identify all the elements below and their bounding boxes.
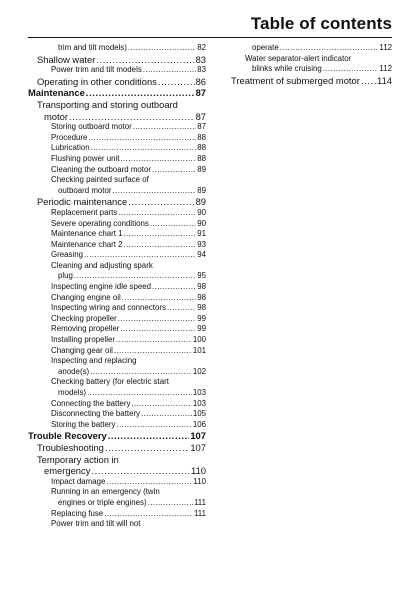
toc-entry[interactable]	[28, 509, 206, 520]
toc-entry-page: 86	[195, 75, 206, 87]
toc-entry[interactable]	[28, 261, 206, 272]
dot-leader	[69, 111, 195, 123]
toc-entry[interactable]	[28, 377, 206, 388]
toc-entry[interactable]	[28, 219, 206, 230]
dot-leader	[133, 122, 197, 133]
toc-entry[interactable]	[28, 143, 206, 154]
dot-leader	[124, 240, 197, 251]
toc-entry-title: plug	[58, 271, 73, 281]
toc-entry-page: 88	[197, 143, 206, 153]
dot-leader	[323, 64, 379, 75]
toc-entry[interactable]	[28, 250, 206, 261]
toc-entry[interactable]	[28, 454, 206, 466]
toc-entry-title: Trouble Recovery	[28, 430, 107, 442]
toc-entry[interactable]	[28, 186, 206, 197]
toc-entry[interactable]	[28, 498, 206, 509]
toc-entry-title: anode(s)	[58, 366, 90, 376]
toc-entry[interactable]	[28, 87, 206, 99]
dot-leader	[87, 388, 192, 399]
dot-leader	[90, 367, 192, 378]
toc-entry[interactable]	[28, 420, 206, 431]
toc-entry-page: 87	[195, 110, 206, 122]
dot-leader	[128, 43, 196, 54]
toc-entry[interactable]	[28, 324, 206, 335]
dot-leader	[116, 420, 191, 431]
toc-entry[interactable]	[28, 293, 206, 304]
toc-entry-page: 93	[197, 239, 206, 249]
toc-entry[interactable]	[28, 271, 206, 282]
toc-entry-page: 106	[192, 419, 206, 429]
toc-entry-title: emergency	[44, 465, 91, 477]
toc-entry-page: 100	[192, 335, 206, 345]
dot-leader	[91, 465, 190, 477]
dot-leader	[96, 54, 194, 66]
toc-entry-title: Maintenance chart 2	[51, 239, 123, 249]
toc-entry[interactable]	[28, 388, 206, 399]
toc-entry-title: Troubleshooting	[37, 441, 104, 453]
dot-leader	[141, 409, 192, 420]
toc-entry-page: 83	[195, 53, 206, 65]
dot-leader	[113, 186, 197, 197]
toc-entry-title: Severe operating conditions	[51, 218, 149, 228]
toc-entry[interactable]	[28, 122, 206, 133]
toc-entry-title: Inspecting wiring and connectors	[51, 303, 166, 313]
toc-entry-title: trim and tilt models)	[58, 43, 127, 52]
toc-entry-page: 111	[194, 508, 206, 518]
dot-leader	[116, 335, 192, 346]
toc-entry-title: Checking propeller	[51, 313, 117, 323]
dot-leader	[122, 293, 196, 304]
toc-entry[interactable]	[28, 54, 206, 66]
toc-entry[interactable]	[28, 208, 206, 219]
toc-entry-page: 95	[197, 271, 206, 281]
toc-entry-page: 90	[197, 218, 206, 228]
toc-entry[interactable]	[28, 465, 206, 477]
toc-entry[interactable]	[28, 430, 206, 442]
toc-entry-title: Temporary action in	[37, 453, 119, 465]
toc-entry-page: 94	[197, 250, 206, 260]
dot-leader	[158, 76, 195, 88]
toc-entry[interactable]	[28, 99, 206, 111]
toc-entry[interactable]	[222, 75, 392, 87]
toc-entry-title: Cleaning the outboard motor	[51, 164, 152, 174]
dot-leader	[124, 229, 197, 240]
toc-entry-page: 98	[197, 282, 206, 292]
toc-entry-page: 103	[192, 388, 206, 397]
toc-entry-page: 89	[197, 164, 206, 174]
toc-entry-page: 90	[197, 207, 206, 217]
toc-entry-title: Checking battery (for electric start	[51, 377, 169, 387]
toc-entry[interactable]	[28, 303, 206, 314]
toc-entry[interactable]	[28, 346, 206, 357]
toc-entry-page: 83	[197, 65, 206, 75]
toc-entry-page: 103	[192, 398, 206, 408]
dot-leader	[361, 75, 376, 87]
toc-entry-title: Impact damage	[51, 476, 106, 486]
toc-entry[interactable]	[28, 240, 206, 251]
toc-entry[interactable]	[28, 196, 206, 208]
toc-entry[interactable]	[28, 356, 206, 367]
toc-entry[interactable]	[28, 399, 206, 410]
toc-entry[interactable]	[28, 175, 206, 186]
toc-entry-page: 87	[195, 87, 206, 99]
toc-entry-title: Water separator-alert indicator	[245, 53, 352, 63]
toc-entry-page: 107	[190, 441, 206, 453]
toc-entry[interactable]	[28, 111, 206, 123]
toc-entry-title: Running in an emergency (twin	[51, 487, 160, 497]
toc-entry-title: Periodic maintenance	[37, 196, 128, 208]
toc-entry-page: 88	[197, 132, 206, 142]
toc-entry-page: 102	[192, 366, 206, 376]
toc-entry-title: Inspecting engine idle speed	[51, 282, 152, 292]
toc-entry-page: 89	[195, 196, 206, 208]
toc-entry-title: Changing engine oil	[51, 292, 121, 302]
toc-entry[interactable]	[28, 442, 206, 454]
toc-entry-page: 99	[197, 324, 206, 334]
toc-entry[interactable]	[222, 43, 392, 54]
toc-entry-title: Cleaning and adjusting spark	[51, 260, 153, 270]
dot-leader	[91, 143, 197, 154]
toc-entry-title: Treatment of submerged motor	[231, 74, 360, 86]
toc-entry-title: Maintenance	[28, 87, 85, 99]
dot-leader	[84, 250, 196, 261]
toc-entry-page: 98	[197, 303, 206, 313]
toc-entry[interactable]	[28, 487, 206, 498]
toc-entry-page: 101	[192, 345, 206, 355]
dot-leader	[108, 430, 190, 442]
toc-entry[interactable]	[28, 229, 206, 240]
toc-entry-title: Removing propeller	[51, 324, 120, 334]
dot-leader	[105, 442, 189, 454]
toc-entry-title: Storing outboard motor	[51, 122, 132, 132]
toc-entry[interactable]	[28, 314, 206, 325]
toc-entry-title: Maintenance chart 1	[51, 229, 123, 239]
toc-entry[interactable]	[28, 133, 206, 144]
page-title: Table of contents	[250, 14, 392, 33]
toc-entry-title: Greasing	[51, 250, 84, 260]
toc-entry-page: 87	[197, 122, 206, 132]
toc-entry-title: Flushing power unit	[51, 153, 120, 163]
toc-entry-title: Replacing fuse	[51, 508, 104, 518]
dot-leader	[104, 509, 193, 520]
dot-leader	[152, 165, 196, 176]
dot-leader	[150, 219, 196, 230]
toc-entry-title: Checking painted surface of	[51, 175, 149, 185]
toc-entry-title: Replacement parts	[51, 207, 118, 217]
toc-entry-page: 112	[379, 64, 392, 74]
toc-entry-title: Power trim and tilt will not	[51, 519, 141, 529]
toc-entry-title: Connecting the battery	[51, 398, 131, 408]
dot-leader	[128, 196, 194, 208]
toc-entry-page: 88	[197, 153, 206, 163]
toc-entry[interactable]	[28, 282, 206, 293]
toc-entry-page: 89	[197, 185, 206, 195]
toc-entry-page: 91	[197, 229, 206, 239]
toc-entry-title: Shallow water	[37, 53, 96, 65]
title-underline	[28, 37, 392, 38]
toc-entry-page: 98	[197, 292, 206, 302]
toc-entry[interactable]	[28, 76, 206, 88]
toc-entry-title: Lubrication	[51, 143, 90, 153]
dot-leader	[120, 154, 196, 165]
dot-leader	[280, 43, 379, 54]
toc-entry-title: Transporting and storing outboard	[37, 98, 178, 110]
dot-leader	[152, 282, 196, 293]
toc-entry-page: 114	[377, 74, 392, 86]
toc-entry-page: 111	[194, 497, 206, 507]
toc-entry-page: 107	[190, 430, 206, 442]
toc-entry-page: 99	[197, 313, 206, 323]
toc-right-column	[222, 43, 392, 86]
toc-entry[interactable]	[28, 477, 206, 488]
toc-entry-title: Procedure	[51, 132, 88, 142]
toc-entry[interactable]	[28, 65, 206, 76]
toc-entry-title: Changing gear oil	[51, 345, 113, 355]
toc-entry[interactable]	[28, 335, 206, 346]
toc-entry-page: 105	[192, 409, 206, 419]
dot-leader	[106, 477, 192, 488]
dot-leader	[131, 399, 191, 410]
toc-entry-title: Operating in other conditions	[37, 75, 157, 87]
dot-leader	[86, 87, 195, 99]
dot-leader	[88, 133, 196, 144]
toc-entry[interactable]	[28, 409, 206, 420]
toc-entry[interactable]	[28, 43, 206, 54]
toc-entry-page: 82	[197, 43, 206, 52]
toc-entry-title: Inspecting and replacing	[51, 356, 137, 366]
toc-entry-page: 110	[193, 476, 206, 486]
dot-leader	[74, 271, 196, 282]
toc-left-column	[28, 43, 206, 530]
dot-leader	[148, 498, 193, 509]
toc-entry-page: 110	[191, 465, 206, 477]
toc-entry-title: Installing propeller	[51, 335, 116, 345]
toc-entry[interactable]	[28, 519, 206, 530]
toc-entry[interactable]	[28, 154, 206, 165]
toc-entry-title: blinks while cruising	[252, 64, 322, 74]
dot-leader	[120, 324, 196, 335]
dot-leader	[114, 346, 192, 357]
toc-entry-page: 112	[379, 43, 392, 52]
toc-entry-title: motor	[44, 110, 68, 122]
toc-entry[interactable]	[28, 165, 206, 176]
dot-leader	[118, 208, 196, 219]
toc-entry-title: Disconnecting the battery	[51, 409, 141, 419]
toc-entry-title: Storing the battery	[51, 419, 116, 429]
toc-entry-title: outboard motor	[58, 185, 112, 195]
toc-entry[interactable]	[222, 64, 392, 75]
dot-leader	[143, 65, 196, 76]
dot-leader	[118, 314, 196, 325]
toc-entry[interactable]	[222, 54, 392, 65]
toc-entry-title: operate	[252, 43, 279, 52]
toc-entry-title: Power trim and tilt models	[51, 65, 142, 75]
toc-entry-title: engines or triple engines)	[58, 497, 147, 507]
dot-leader	[167, 303, 196, 314]
toc-entry-title: models)	[58, 388, 87, 397]
toc-entry[interactable]	[28, 367, 206, 378]
